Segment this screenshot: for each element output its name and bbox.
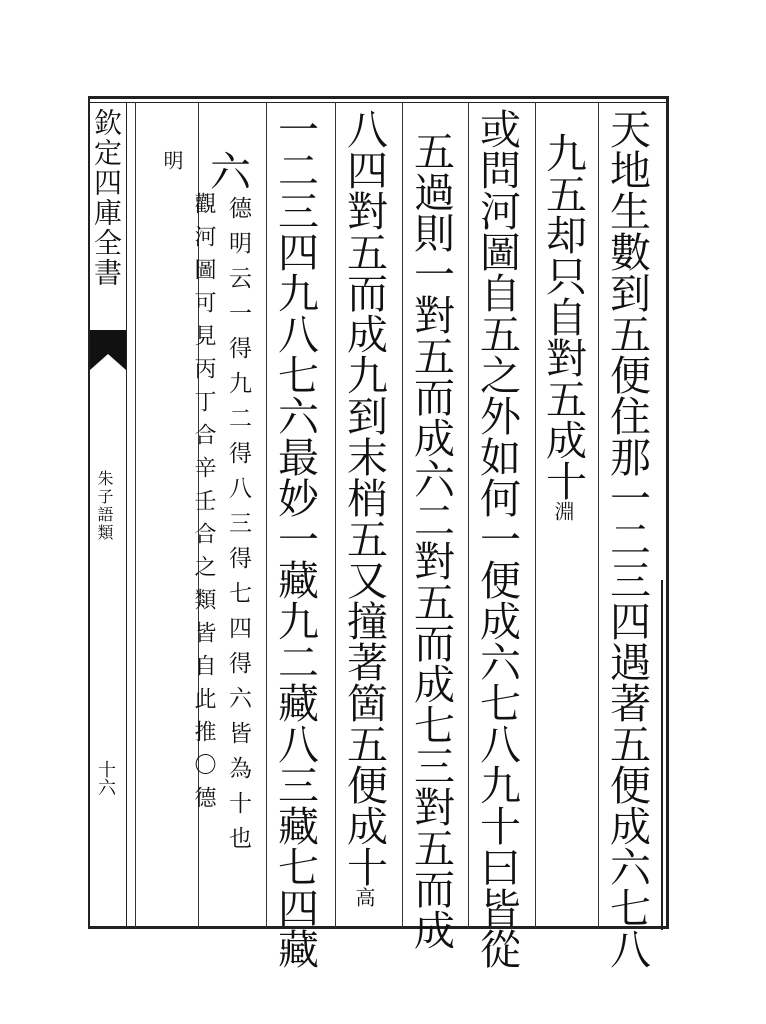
margin-column-line (126, 102, 127, 928)
text-column-3: 或問河圖自五之外如何一便成六七八九十曰皆從 (473, 108, 521, 969)
column-5-text: 八四對五而成九到末梢五又撞著箇五便成十 (340, 108, 388, 887)
column-separator (335, 102, 336, 928)
book-title: 欽定四庫全書 (90, 108, 123, 288)
note-column-3: 明 (160, 150, 184, 182)
text-column-5 (340, 108, 388, 907)
page-number: 十六 (95, 760, 116, 796)
border-bottom (88, 926, 669, 929)
border-top (88, 96, 668, 99)
text-column-2 (539, 132, 587, 521)
column-separator (402, 102, 403, 928)
text-column-1: 天地生數到五便住那一二三四遇著五便成六七八 (603, 108, 651, 969)
chapter-title: 朱子語類 (95, 470, 114, 542)
note-column-1: 德明云一得九二得八三得七四得六皆為十也 (225, 196, 251, 861)
column-2-note: 淵 (551, 501, 575, 521)
border-right (666, 96, 669, 928)
border-top-inner (88, 102, 668, 103)
column-separator (535, 102, 536, 928)
border-right-inner (661, 580, 663, 930)
column-separator (135, 102, 136, 928)
text-column-6: 一二三四九八七六最妙一藏九二藏八三藏七四藏 (271, 108, 319, 969)
column-5-note: 高 (352, 887, 376, 907)
note-column-2: 觀河圖可見丙丁合辛壬合之類皆自此推〇德 (191, 192, 216, 819)
column-separator (266, 102, 267, 928)
text-column-7: 六 (203, 150, 251, 191)
fishtail-mark-icon (90, 330, 126, 370)
column-separator (468, 102, 469, 928)
text-column-4: 五過則一對五而成六二對五而成七三對五而成 (407, 130, 455, 950)
column-separator (598, 102, 599, 928)
column-2-text: 九五却只自對五成十 (539, 132, 587, 501)
